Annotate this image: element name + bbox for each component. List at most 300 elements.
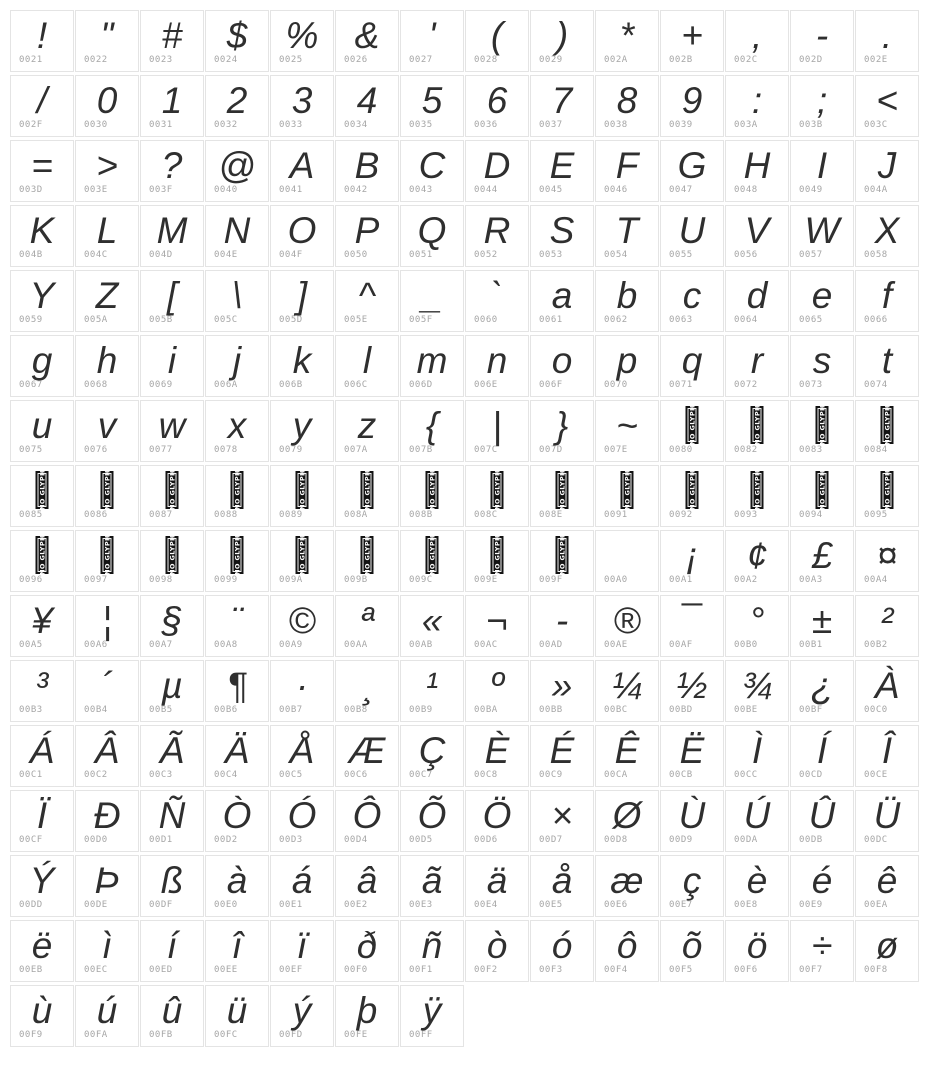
glyph-cell[interactable] <box>530 270 594 332</box>
glyph-code: 00F0 <box>344 965 368 975</box>
glyph-cell[interactable] <box>205 725 269 787</box>
glyph-cell[interactable] <box>335 790 399 852</box>
glyph-cell[interactable] <box>660 725 724 787</box>
glyph-cell[interactable] <box>725 140 789 202</box>
glyph-cell[interactable] <box>855 920 919 982</box>
glyph-cell[interactable] <box>725 10 789 72</box>
glyph-cell[interactable] <box>595 855 659 917</box>
glyph-code: 0063 <box>669 315 693 325</box>
glyph-cell[interactable] <box>790 790 854 852</box>
glyph-char: ` <box>490 275 504 316</box>
glyph-cell[interactable] <box>660 10 724 72</box>
no-glyph-label: NO GLYPH <box>233 470 241 510</box>
glyph-cell[interactable] <box>595 920 659 982</box>
glyph-char: ö <box>746 925 768 966</box>
glyph-char: l <box>362 340 372 381</box>
glyph-code: 0086 <box>84 510 108 520</box>
glyph-char: ! <box>36 15 48 56</box>
glyph-cell[interactable] <box>400 660 464 722</box>
glyph-cell[interactable] <box>335 75 399 137</box>
glyph-code: 0095 <box>864 510 888 520</box>
noglyph-cell[interactable] <box>530 465 594 527</box>
glyph-cell[interactable] <box>400 725 464 787</box>
glyph-code: 008B <box>409 510 433 520</box>
glyph-cell[interactable] <box>465 400 529 462</box>
no-glyph-label: NO GLYPH <box>103 470 111 510</box>
glyph-code: 00F1 <box>409 965 433 975</box>
glyph-cell[interactable] <box>725 855 789 917</box>
glyph-cell[interactable] <box>660 790 724 852</box>
glyph-cell[interactable] <box>335 725 399 787</box>
glyph-cell[interactable] <box>725 270 789 332</box>
glyph-cell[interactable] <box>660 335 724 397</box>
glyph-cell[interactable] <box>10 10 74 72</box>
glyph-code: 00BC <box>604 705 628 715</box>
noglyph-cell[interactable] <box>205 530 269 592</box>
glyph-cell[interactable] <box>140 855 204 917</box>
glyph-code: 0085 <box>19 510 43 520</box>
glyph-code: 0077 <box>149 445 173 455</box>
glyph-cell[interactable] <box>140 140 204 202</box>
glyph-cell[interactable] <box>790 920 854 982</box>
glyph-cell[interactable] <box>205 985 269 1047</box>
glyph-cell[interactable] <box>790 270 854 332</box>
glyph-code: 00D1 <box>149 835 173 845</box>
glyph-char: ª <box>360 600 374 641</box>
no-glyph-label: NO GLYPH <box>38 470 46 510</box>
glyph-cell[interactable] <box>855 335 919 397</box>
glyph-code: 009E <box>474 575 498 585</box>
glyph-cell[interactable] <box>725 595 789 657</box>
glyph-cell[interactable] <box>400 140 464 202</box>
glyph-cell[interactable] <box>790 660 854 722</box>
glyph-char: b <box>616 275 638 316</box>
glyph-cell[interactable] <box>75 855 139 917</box>
glyph-cell[interactable] <box>790 75 854 137</box>
glyph-cell[interactable] <box>790 530 854 592</box>
glyph-cell[interactable] <box>335 270 399 332</box>
noglyph-cell[interactable] <box>790 400 854 462</box>
glyph-code: 009C <box>409 575 433 585</box>
glyph-cell[interactable] <box>75 725 139 787</box>
glyph-cell[interactable] <box>10 725 74 787</box>
glyph-cell[interactable] <box>465 75 529 137</box>
glyph-char: ¿ <box>810 665 834 706</box>
glyph-cell[interactable] <box>75 920 139 982</box>
glyph-char: ð <box>356 925 378 966</box>
glyph-cell[interactable] <box>855 855 919 917</box>
glyph-char: ³ <box>35 665 49 706</box>
glyph-cell[interactable] <box>465 140 529 202</box>
glyph-cell[interactable] <box>335 660 399 722</box>
noglyph-cell[interactable] <box>660 400 724 462</box>
glyph-cell[interactable] <box>595 270 659 332</box>
glyph-cell[interactable] <box>465 920 529 982</box>
noglyph-cell[interactable] <box>855 400 919 462</box>
glyph-code: 00C2 <box>84 770 108 780</box>
glyph-cell[interactable] <box>270 985 334 1047</box>
glyph-cell[interactable] <box>205 140 269 202</box>
glyph-cell[interactable] <box>400 920 464 982</box>
glyph-cell[interactable] <box>335 10 399 72</box>
glyph-code: 00A9 <box>279 640 303 650</box>
glyph-cell[interactable] <box>205 400 269 462</box>
glyph-cell[interactable] <box>205 75 269 137</box>
glyph-cell[interactable] <box>270 920 334 982</box>
glyph-cell[interactable] <box>75 270 139 332</box>
glyph-cell[interactable] <box>660 530 724 592</box>
glyph-char: " <box>100 15 114 56</box>
glyph-cell[interactable] <box>10 595 74 657</box>
glyph-cell[interactable] <box>790 205 854 267</box>
glyph-cell[interactable] <box>75 140 139 202</box>
glyph-code: 00CE <box>864 770 888 780</box>
glyph-char: o <box>551 340 573 381</box>
glyph-char: ú <box>96 990 118 1031</box>
glyph-code: 00CB <box>669 770 693 780</box>
noglyph-cell[interactable] <box>335 465 399 527</box>
glyph-cell[interactable] <box>660 855 724 917</box>
glyph-cell[interactable] <box>270 595 334 657</box>
glyph-cell[interactable] <box>335 400 399 462</box>
glyph-cell[interactable] <box>465 270 529 332</box>
glyph-cell[interactable] <box>465 855 529 917</box>
glyph-cell[interactable] <box>530 660 594 722</box>
glyph-code: 0058 <box>864 250 888 260</box>
glyph-char <box>596 531 658 581</box>
glyph-cell[interactable] <box>725 920 789 982</box>
glyph-cell[interactable] <box>75 985 139 1047</box>
noglyph-cell[interactable] <box>75 530 139 592</box>
glyph-cell[interactable] <box>335 855 399 917</box>
glyph-cell[interactable] <box>205 855 269 917</box>
glyph-cell[interactable] <box>75 595 139 657</box>
glyph-cell[interactable] <box>660 660 724 722</box>
glyph-cell[interactable] <box>270 75 334 137</box>
glyph-cell[interactable] <box>10 335 74 397</box>
glyph-cell[interactable] <box>10 400 74 462</box>
glyph-code: 0093 <box>734 510 758 520</box>
glyph-cell[interactable] <box>660 270 724 332</box>
glyph-char: ç <box>682 860 702 901</box>
noglyph-cell[interactable] <box>790 465 854 527</box>
noglyph-cell[interactable] <box>530 530 594 592</box>
glyph-code: 0028 <box>474 55 498 65</box>
glyph-cell[interactable] <box>205 205 269 267</box>
no-glyph-box <box>166 471 179 509</box>
glyph-cell[interactable] <box>725 790 789 852</box>
glyph-code: 0031 <box>149 120 173 130</box>
glyph-cell[interactable] <box>465 10 529 72</box>
glyph-cell[interactable] <box>400 205 464 267</box>
noglyph-cell[interactable] <box>595 465 659 527</box>
noglyph-cell[interactable] <box>140 530 204 592</box>
glyph-cell[interactable] <box>10 920 74 982</box>
glyph-cell[interactable] <box>790 595 854 657</box>
glyph-cell[interactable] <box>205 790 269 852</box>
glyph-cell[interactable] <box>725 725 789 787</box>
glyph-cell[interactable] <box>790 140 854 202</box>
glyph-cell[interactable] <box>855 205 919 267</box>
glyph-cell[interactable] <box>855 725 919 787</box>
glyph-cell[interactable] <box>270 335 334 397</box>
glyph-cell[interactable] <box>75 790 139 852</box>
glyph-cell[interactable] <box>725 660 789 722</box>
glyph-cell[interactable] <box>465 790 529 852</box>
glyph-code: 00CF <box>19 835 43 845</box>
glyph-cell[interactable] <box>530 75 594 137</box>
glyph-cell[interactable] <box>400 790 464 852</box>
noglyph-cell[interactable] <box>465 530 529 592</box>
glyph-cell[interactable] <box>140 400 204 462</box>
glyph-cell[interactable] <box>855 270 919 332</box>
glyph-cell[interactable] <box>790 335 854 397</box>
glyph-code: 005D <box>279 315 303 325</box>
glyph-cell[interactable] <box>855 790 919 852</box>
glyph-cell[interactable] <box>595 75 659 137</box>
glyph-cell[interactable] <box>270 10 334 72</box>
glyph-cell[interactable] <box>400 400 464 462</box>
glyph-char: » <box>551 665 573 706</box>
noglyph-cell[interactable] <box>10 530 74 592</box>
glyph-cell[interactable] <box>595 140 659 202</box>
glyph-code: 00CA <box>604 770 628 780</box>
glyph-cell[interactable] <box>140 725 204 787</box>
glyph-cell[interactable] <box>530 725 594 787</box>
glyph-cell[interactable] <box>660 205 724 267</box>
glyph-cell[interactable] <box>725 75 789 137</box>
glyph-cell[interactable] <box>530 920 594 982</box>
glyph-cell[interactable] <box>10 855 74 917</box>
glyph-cell[interactable] <box>465 725 529 787</box>
glyph-cell[interactable] <box>530 140 594 202</box>
noglyph-cell[interactable] <box>400 530 464 592</box>
glyph-cell[interactable] <box>790 855 854 917</box>
glyph-cell[interactable] <box>725 530 789 592</box>
noglyph-cell[interactable] <box>660 465 724 527</box>
glyph-cell[interactable] <box>140 985 204 1047</box>
glyph-cell[interactable] <box>335 205 399 267</box>
glyph-cell[interactable] <box>595 335 659 397</box>
glyph-cell[interactable] <box>595 10 659 72</box>
glyph-cell[interactable] <box>595 400 659 462</box>
glyph-char: ü <box>226 990 248 1031</box>
glyph-cell[interactable] <box>140 920 204 982</box>
glyph-cell[interactable] <box>75 400 139 462</box>
noglyph-cell[interactable] <box>270 530 334 592</box>
glyph-cell[interactable] <box>530 10 594 72</box>
glyph-cell[interactable] <box>725 205 789 267</box>
glyph-cell[interactable] <box>335 985 399 1047</box>
glyph-cell[interactable] <box>10 660 74 722</box>
noglyph-cell[interactable] <box>465 465 529 527</box>
glyph-code: 002E <box>864 55 888 65</box>
glyph-cell[interactable] <box>855 660 919 722</box>
no-glyph-box <box>426 536 439 574</box>
glyph-cell[interactable] <box>855 530 919 592</box>
glyph-cell[interactable] <box>205 595 269 657</box>
glyph-cell[interactable] <box>205 270 269 332</box>
glyph-grid <box>10 10 919 1047</box>
glyph-cell[interactable] <box>530 335 594 397</box>
glyph-cell[interactable] <box>465 335 529 397</box>
glyph-cell[interactable] <box>660 140 724 202</box>
glyph-code: 004D <box>149 250 173 260</box>
glyph-char: Á <box>29 730 55 771</box>
glyph-code: 0036 <box>474 120 498 130</box>
glyph-cell[interactable] <box>465 660 529 722</box>
glyph-cell[interactable] <box>270 660 334 722</box>
glyph-cell[interactable] <box>400 10 464 72</box>
glyph-cell[interactable] <box>10 790 74 852</box>
noglyph-cell[interactable] <box>855 465 919 527</box>
glyph-cell[interactable] <box>140 270 204 332</box>
glyph-cell[interactable] <box>10 270 74 332</box>
noglyph-cell[interactable] <box>10 465 74 527</box>
glyph-cell[interactable] <box>595 790 659 852</box>
glyph-cell[interactable] <box>595 530 659 592</box>
glyph-cell[interactable] <box>270 400 334 462</box>
no-glyph-box <box>816 406 829 444</box>
glyph-cell[interactable] <box>270 140 334 202</box>
glyph-cell[interactable] <box>75 10 139 72</box>
glyph-code: 0040 <box>214 185 238 195</box>
glyph-cell[interactable] <box>400 75 464 137</box>
glyph-cell[interactable] <box>400 335 464 397</box>
noglyph-cell[interactable] <box>335 530 399 592</box>
glyph-cell[interactable] <box>75 335 139 397</box>
glyph-cell[interactable] <box>205 660 269 722</box>
glyph-cell[interactable] <box>595 595 659 657</box>
glyph-cell[interactable] <box>660 920 724 982</box>
glyph-cell[interactable] <box>855 75 919 137</box>
glyph-cell[interactable] <box>790 10 854 72</box>
glyph-code: 0054 <box>604 250 628 260</box>
glyph-code: 00F4 <box>604 965 628 975</box>
glyph-cell[interactable] <box>855 140 919 202</box>
glyph-cell[interactable] <box>140 205 204 267</box>
glyph-cell[interactable] <box>400 595 464 657</box>
glyph-cell[interactable] <box>140 75 204 137</box>
glyph-code: 00C7 <box>409 770 433 780</box>
noglyph-cell[interactable] <box>725 400 789 462</box>
glyph-char: a <box>551 275 573 316</box>
glyph-cell[interactable] <box>75 660 139 722</box>
glyph-cell[interactable] <box>10 985 74 1047</box>
glyph-cell[interactable] <box>855 595 919 657</box>
glyph-cell[interactable] <box>595 205 659 267</box>
glyph-cell[interactable] <box>400 985 464 1047</box>
glyph-cell[interactable] <box>10 75 74 137</box>
glyph-cell[interactable] <box>335 335 399 397</box>
glyph-cell[interactable] <box>140 790 204 852</box>
noglyph-cell[interactable] <box>75 465 139 527</box>
glyph-cell[interactable] <box>270 725 334 787</box>
glyph-char: 1 <box>161 80 183 121</box>
no-glyph-label: NO GLYPH <box>428 535 436 575</box>
glyph-code: 00DA <box>734 835 758 845</box>
glyph-cell[interactable] <box>595 660 659 722</box>
glyph-cell[interactable] <box>270 790 334 852</box>
glyph-cell[interactable] <box>270 270 334 332</box>
glyph-cell[interactable] <box>530 205 594 267</box>
glyph-char: Ä <box>224 730 250 771</box>
noglyph-cell[interactable] <box>400 465 464 527</box>
glyph-code: 006A <box>214 380 238 390</box>
glyph-code: 00F5 <box>669 965 693 975</box>
noglyph-cell[interactable] <box>725 465 789 527</box>
glyph-cell[interactable] <box>465 595 529 657</box>
glyph-char: Ò <box>222 795 252 836</box>
glyph-code: 002B <box>669 55 693 65</box>
glyph-char: u <box>31 405 53 446</box>
glyph-cell[interactable] <box>335 595 399 657</box>
glyph-cell[interactable] <box>205 920 269 982</box>
glyph-char: W <box>804 210 840 251</box>
glyph-cell[interactable] <box>140 660 204 722</box>
glyph-char: : <box>751 80 763 121</box>
glyph-cell[interactable] <box>10 205 74 267</box>
glyph-cell[interactable] <box>530 855 594 917</box>
noglyph-cell[interactable] <box>205 465 269 527</box>
glyph-code: 00C3 <box>149 770 173 780</box>
glyph-cell[interactable] <box>400 270 464 332</box>
glyph-cell[interactable] <box>595 725 659 787</box>
glyph-cell[interactable] <box>270 855 334 917</box>
glyph-cell[interactable] <box>530 595 594 657</box>
no-glyph-label: NO GLYPH <box>818 470 826 510</box>
glyph-cell[interactable] <box>270 205 334 267</box>
glyph-cell[interactable] <box>75 75 139 137</box>
no-glyph-box <box>881 471 894 509</box>
glyph-char: H <box>743 145 771 186</box>
glyph-char: 9 <box>681 80 703 121</box>
glyph-cell[interactable] <box>855 10 919 72</box>
glyph-char: Å <box>289 730 315 771</box>
glyph-char: å <box>551 860 573 901</box>
glyph-cell[interactable] <box>75 205 139 267</box>
glyph-char: | <box>492 405 502 446</box>
glyph-cell[interactable] <box>205 335 269 397</box>
glyph-code: 003D <box>19 185 43 195</box>
glyph-cell[interactable] <box>465 205 529 267</box>
noglyph-cell[interactable] <box>270 465 334 527</box>
noglyph-cell[interactable] <box>140 465 204 527</box>
glyph-cell[interactable] <box>335 920 399 982</box>
glyph-cell[interactable] <box>660 595 724 657</box>
glyph-code: 00D7 <box>539 835 563 845</box>
glyph-cell[interactable] <box>530 790 594 852</box>
glyph-char: 3 <box>291 80 313 121</box>
glyph-cell[interactable] <box>10 140 74 202</box>
glyph-cell[interactable] <box>140 335 204 397</box>
glyph-cell[interactable] <box>660 75 724 137</box>
no-glyph-label: NO GLYPH <box>103 535 111 575</box>
glyph-cell[interactable] <box>205 10 269 72</box>
glyph-char: V <box>744 210 770 251</box>
glyph-cell[interactable] <box>400 855 464 917</box>
glyph-cell[interactable] <box>530 400 594 462</box>
glyph-cell[interactable] <box>790 725 854 787</box>
glyph-code: 00E6 <box>604 900 628 910</box>
glyph-cell[interactable] <box>725 335 789 397</box>
glyph-cell[interactable] <box>140 595 204 657</box>
glyph-cell[interactable] <box>335 140 399 202</box>
glyph-char: Û <box>808 795 836 836</box>
glyph-code: 0048 <box>734 185 758 195</box>
glyph-char: * <box>619 15 635 56</box>
glyph-cell[interactable] <box>140 10 204 72</box>
